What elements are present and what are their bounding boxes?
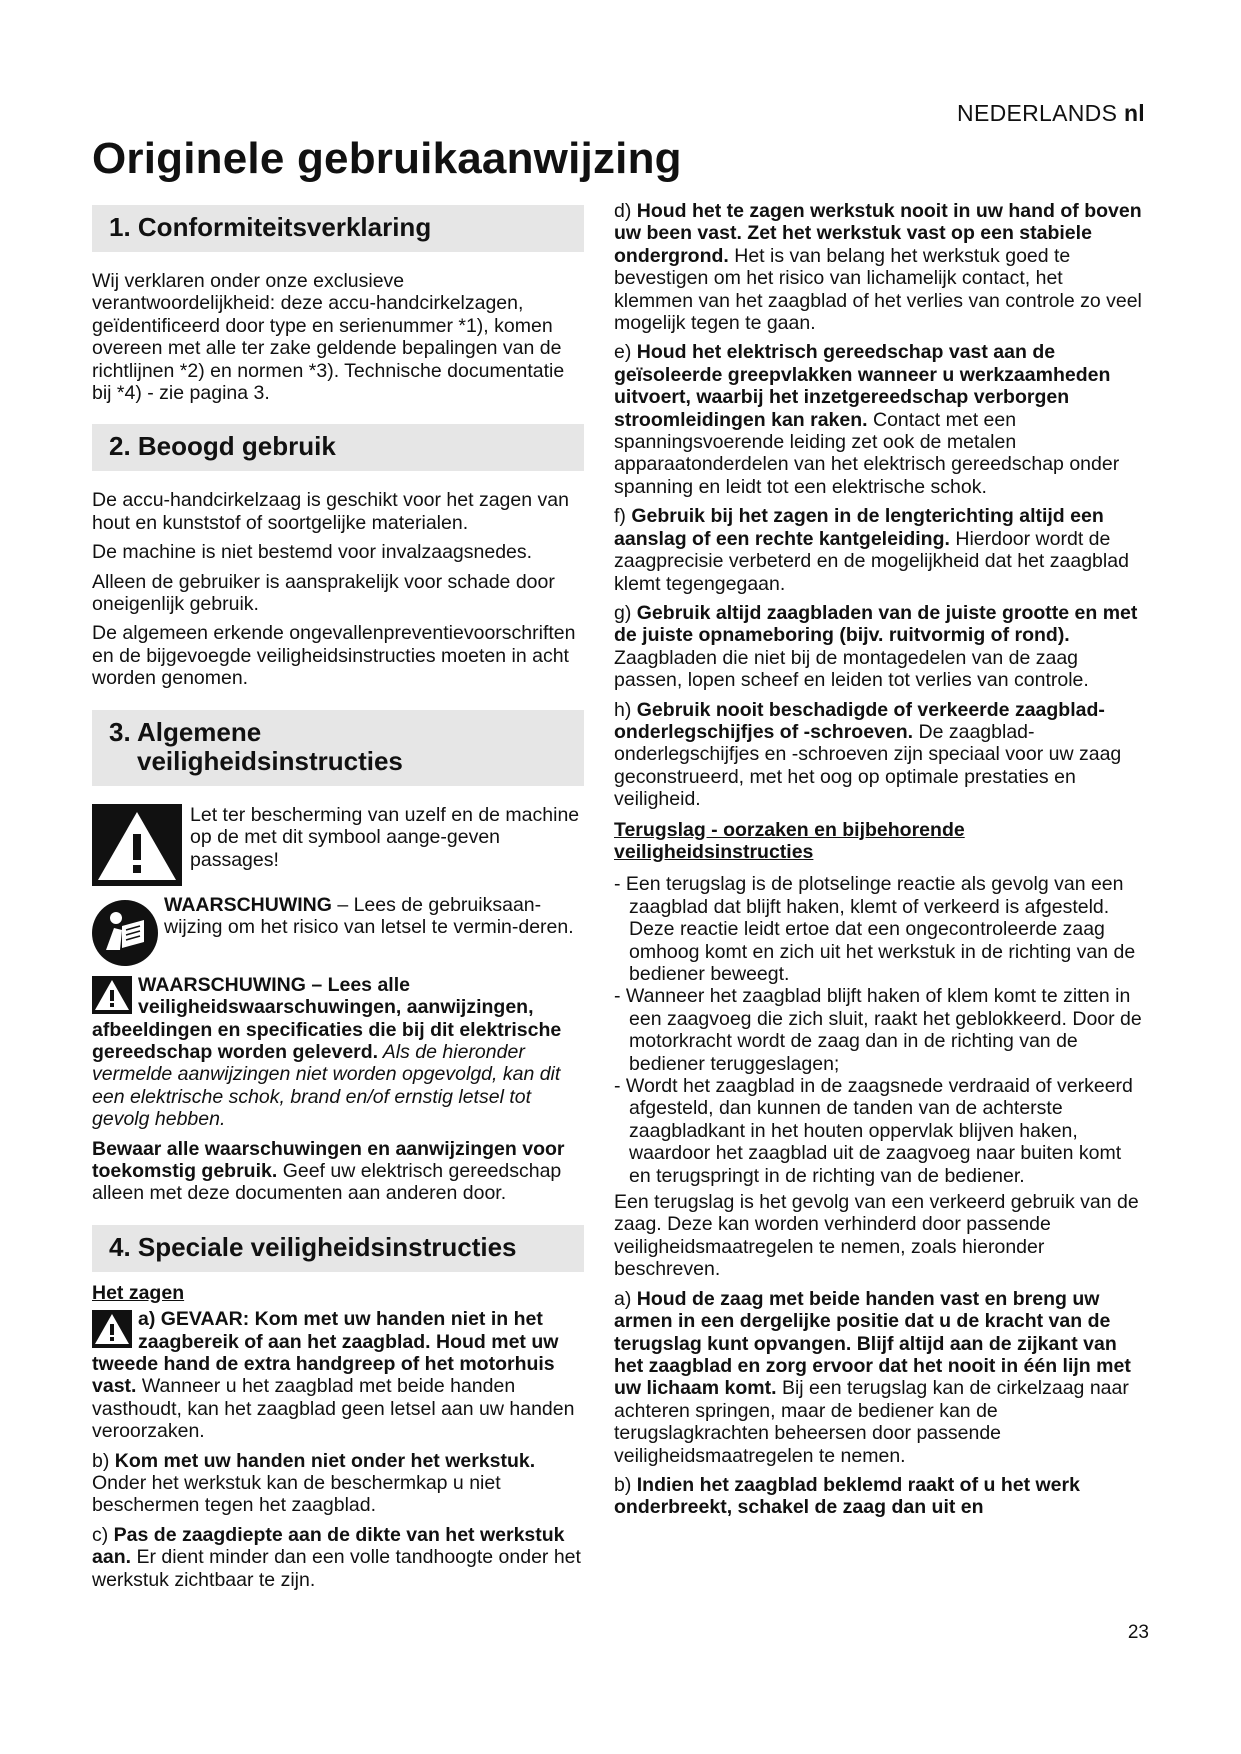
section-heading-intended-use: 2. Beoogd gebruik [92, 424, 584, 471]
warning-small-icon [92, 976, 132, 1014]
section-heading-conformity: 1. Conformiteitsverklaring [92, 205, 584, 252]
symbol-notice-text: Let ter bescherming van uzelf en de machine op de met dit symbool aange-geven passages! [190, 803, 580, 871]
section-heading-special-safety: 4. Speciale veiligheidsinstructies [92, 1225, 584, 1272]
kickback-text: Een terugslag is het gevolg van een verkeerd gebruik van de zaag. Deze kan worden verhinderd door passende veiligheidsmaatregelen te nemen, zoals hieronder beschreven. [614, 1191, 1139, 1281]
warning-triangle-icon [92, 804, 182, 886]
conformity-text: Wij verklaren onder onze exclusieve verantwoordelijkheid: deze accu-handcirkelzagen, geïdentificeerd door type en serienummer *1), komen overeen met alle ter zake geldende bepalingen van de richtlijnen *2) en normen *3). Technische documentatie bij *4) - zie pagina 3. [92, 270, 565, 405]
sawing-item-d: d) Houd het te zagen werkstuk nooit in uw hand of boven uw been vast. Zet het werkstuk vast op een stabiele ondergrond. Het is van belang het werkstuk goed te bevestigen om het risico van lichamelijk contact, het klemmen van het zaagblad of het verlies van controle zo veel mogelijk tegen te gaan. [614, 200, 1142, 335]
kickback-item-b: b) Indien het zaagblad beklemd raakt of u het werk onderbreekt, schakel de zaag dan uit en [614, 1473, 1080, 1519]
section-heading-general-safety: 3. Algemene veiligheidsinstructies [92, 710, 584, 786]
sawing-item-b: b) Kom met uw handen niet onder het werkstuk. Onder het werkstuk kan de beschermkap u niet beschermen tegen het zaagblad. [92, 1449, 536, 1517]
read-manual-icon [92, 900, 158, 966]
sawing-item-h: h) Gebruik nooit beschadigde of verkeerde zaagblad-onderlegschijfjes of -schroeven. De zaagblad-onderlegschijfjes en -schroeven zijn speciaal voor uw zaag geconstrueerd, met het oog op optimale prestaties en veiligheid. [614, 698, 1122, 811]
read-manual-text: WAARSCHUWING – Lees de gebruiksaan-wijzing om het risico van letsel te vermin-deren. [164, 893, 574, 939]
subheading-sawing: Het zagen [92, 1281, 185, 1304]
keep-instructions: Bewaar alle waarschuwingen en aanwijzingen voor toekomstig gebruik. Geef uw elektrisch gereedschap alleen met deze documenten aan anderen door. [92, 1137, 565, 1205]
kickback-bullet-3: - Wordt het zaagblad in de zaagsnede verdraaid of verkeerd afgesteld, dan kunnen de tanden van de achterste zaagbladkant in het houten oppervlak blijven haken, waardoor het zaagblad uit de zaagvoeg naar buiten komt en terugspringt in de richting van de bediener. [614, 1075, 1133, 1187]
left-column [92, 205, 584, 1598]
sawing-item-e: e) Houd het elektrisch gereedschap vast aan de geïsoleerde greepvlakken wanneer u werkzaamheden uitvoert, waarbij het inzetgereedschap verborgen stroomleidingen kan raken. Contact met een spanningsvoerende leiding zet ook de metalen apparaatonderdelen van het elektrisch gereedschap onder spanning en leidt tot een elektrische schok. [614, 341, 1120, 498]
kickback-bullet-1: - Een terugslag is de plotselinge reactie als gevolg van een zaagblad dat blijft haken, klemt of verkeerd is afgesteld. Deze reactie leidt ertoe dat een ongecontroleerde zaag omhoog komt en zich uit het werkstuk in de richting van de bediener beweegt. [614, 873, 1136, 985]
read-manual-warning [92, 894, 584, 966]
symbol-notice [92, 804, 584, 886]
page-number: 23 [1127, 1622, 1149, 1643]
sawing-item-a: a) GEVAAR: Kom met uw handen niet in het zaagbereik of aan het zaagblad. Houd met uw tweede hand de extra handgreep of het motorhuis vast. Wanneer u het zaagblad met beide handen vasthoudt, kan het zaagblad geen letsel aan uw handen veroorzaken. [92, 1308, 575, 1443]
intended-use-p2: De machine is niet bestemd voor invalzaagsnedes. [92, 541, 533, 564]
general-warning: WAARSCHUWING – Lees alle veiligheidswaarschuwingen, aanwijzingen, afbeeldingen en specificaties die bij dit elektrische gereedschap worden geleverd. Als de hieronder vermelde aanwijzingen niet worden opgevolgd, kan dit een elektrische schok, brand en/of ernstig letsel tot gevolg hebben. [92, 973, 562, 1131]
warning-small-icon [92, 1310, 132, 1348]
intended-use-p4: De algemeen erkende ongevallenpreventievoorschriften en de bijgevoegde veiligheidsinstructies moeten in acht worden genomen. [92, 622, 576, 690]
subheading-kickback: Terugslag - oorzaken en bijbehorende veiligheidsinstructies [614, 818, 965, 863]
intended-use-p3: Alleen de gebruiker is aansprakelijk voor schade door oneigenlijk gebruik. [92, 570, 555, 616]
intended-use-p1: De accu-handcirkelzaag is geschikt voor het zagen van hout en kunststof of soortgelijke materialen. [92, 489, 569, 534]
right-column [614, 200, 1144, 1526]
page-title: Originele gebruikaanwijzing [92, 134, 682, 183]
sawing-item-f: f) Gebruik bij het zagen in de lengterichting altijd een aanslag of een rechte kantgeleiding. Hierdoor wordt de zaagprecisie verbeterd en de mogelijkheid dat het zaagblad klemt tegengegaan. [614, 505, 1129, 595]
sawing-item-c: c) Pas de zaagdiepte aan de dikte van het werkstuk aan. Er dient minder dan een volle tandhoogte onder het werkstuk zichtbaar te zijn. [92, 1523, 581, 1591]
sawing-item-g: g) Gebruik altijd zaagbladen van de juiste grootte en met de juiste opnameboring (bijv. ruitvormig of rond). Zaagbladen die niet bij de montagedelen van de zaag passen, lopen scheef en leiden tot verlies van controle. [614, 601, 1138, 692]
language-label: NEDERLANDS nl [957, 100, 1145, 126]
kickback-item-a: a) Houd de zaag met beide handen vast en breng uw armen in een dergelijke positie dat u de kracht van de terugslag kunt opvangen. Blijf altijd aan de zijkant van het zaagblad en zorg ervoor dat het nooit in één lijn met uw lichaam komt. Bij een terugslag kan de cirkelzaag naar achteren springen, maar de bediener kan de terugslagkrachten beheersen door passende veiligheidsmaatregelen te nemen. [614, 1287, 1131, 1467]
kickback-bullet-2: - Wanneer het zaagblad blijft haken of klem komt te zitten in een zaagvoeg die zich sluit, raakt het geblokkeerd. Door de motorkracht wordt de zaag dan in de richting van de bediener teruggeslagen; [614, 985, 1142, 1075]
